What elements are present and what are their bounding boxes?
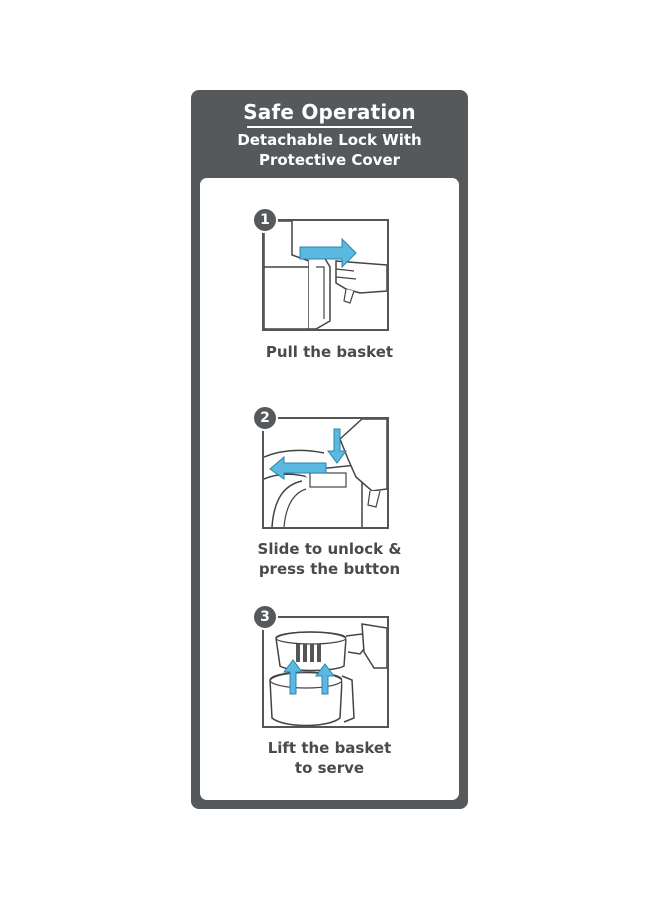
step-3-caption-line-1: Lift the basket: [267, 739, 392, 757]
panel-subtitle: [191, 130, 468, 170]
safe-operation-panel: [191, 90, 468, 809]
step-1-caption: [200, 342, 459, 362]
step-2-caption: [200, 539, 459, 579]
step-2-illustration: [262, 417, 389, 529]
step-3-number-badge: 3: [252, 604, 278, 630]
instructions-card: [200, 178, 459, 800]
step-3-caption-line-2: to serve: [294, 759, 365, 777]
panel-title: Safe Operation: [243, 100, 416, 124]
step-1-number-badge: 1: [252, 207, 278, 233]
lift-basket-illustration: [264, 618, 387, 726]
step-2-caption-line-2: press the button: [258, 560, 401, 578]
slide-unlock-illustration: [264, 419, 387, 527]
subtitle-line-1: Detachable Lock With: [237, 131, 422, 149]
subtitle-line-2: Protective Cover: [258, 151, 401, 169]
pull-basket-illustration: [264, 221, 387, 329]
step-3-illustration: [262, 616, 389, 728]
step-1-illustration: [262, 219, 389, 331]
step-1-caption-line-1: Pull the basket: [265, 343, 394, 361]
title-underline: [247, 126, 412, 128]
step-3-caption: [200, 738, 459, 778]
step-2-number-badge: 2: [252, 405, 278, 431]
step-2-caption-line-1: Slide to unlock &: [257, 540, 402, 558]
